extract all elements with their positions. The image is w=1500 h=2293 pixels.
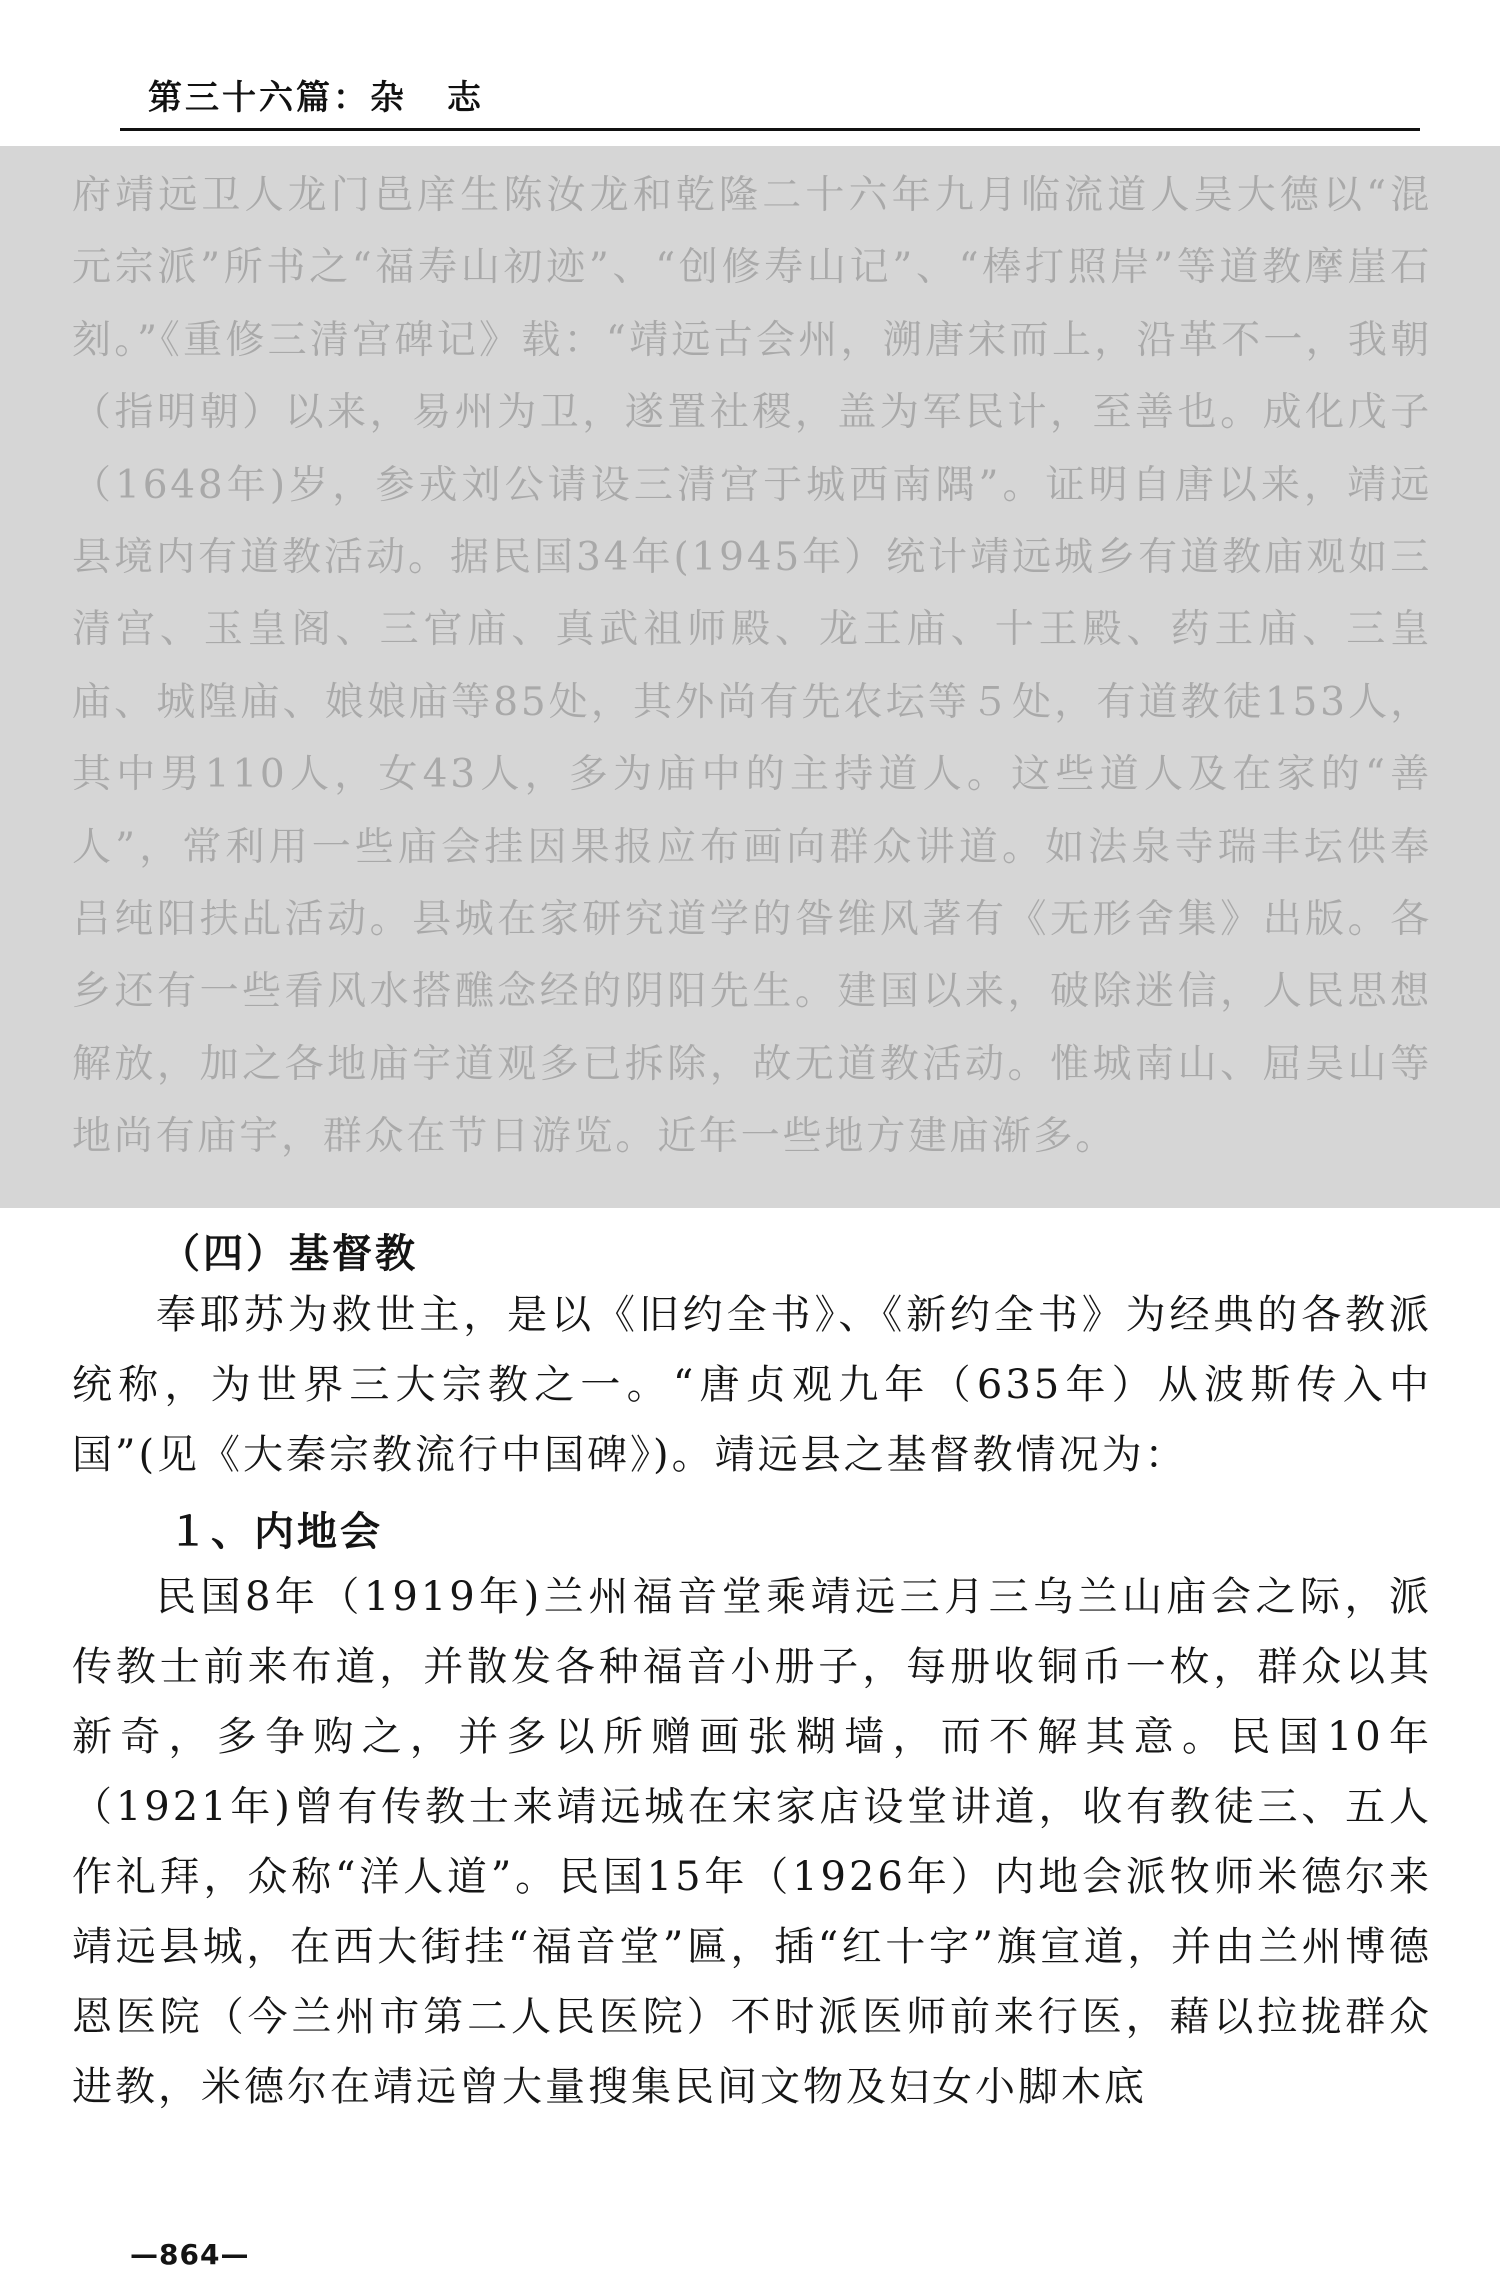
page-number: —864— <box>130 2238 250 2271</box>
faded-paragraph: 府靖远卫人龙门邑庠生陈汝龙和乾隆二十六年九月临流道人吴大德以“混元宗派”所书之“福寿山初迹”、“创修寿山记”、“棒打照岸”等道教摩崖石刻。”《重修三清宫碑记》载：“靖远古会州，溯唐宋而上，沿革不一，我朝（指明朝）以来，易州为卫，遂置社稷，盖为军民计，至善也。成化戊子（1648年)岁，参戎刘公请设三清宫于城西南隅”。证明自唐以来，靖远县境内有道教活动。据民国34年(1945年）统计靖远城乡有道教庙观如三清宫、玉皇阁、三官庙、真武祖师殿、龙王庙、十王殿、药王庙、三皇庙、城隍庙、娘娘庙等85处，其外尚有先农坛等５处，有道教徒153人，其中男110人，女43人，多为庙中的主持道人。这些道人及在家的“善人”，常利用一些庙会挂因果报应布画向群众讲道。如法泉寺瑞丰坛供奉吕纯阳扶乩活动。县城在家研究道学的昝维风著有《无形舍集》出版。各乡还有一些看风水搭醮念经的阴阳先生。建国以来，破除迷信，人民思想解放，加之各地庙宇道观多已拆除，故无道教活动。惟城南山、屈吴山等地尚有庙宇，群众在节日游览。近年一些地方建庙渐多。 <box>72 173 1432 1160</box>
chapter-title: 第三十六篇：杂 <box>148 78 407 118</box>
page-header <box>148 70 484 119</box>
chapter-title-end: 志 <box>447 78 484 118</box>
header-rule <box>120 128 1420 131</box>
section-heading: （四）基督教 <box>160 1231 418 1277</box>
paragraph-inland-mission: 民国8年（1919年)兰州福音堂乘靖远三月三乌兰山庙会之际，派传教士前来布道，并散发各种福音小册子，每册收铜币一枚，群众以其新奇，多争购之，并多以所赠画张糊墙，而不解其意。民国10年（1921年)曾有传教士来靖远城在宋家店设堂讲道，收有教徒三、五人作礼拜，众称“洋人道”。民国15年（1926年）内地会派牧师米德尔来靖远县城，在西大街挂“福音堂”匾，插“红十字”旗宣道，并由兰州博德恩医院（今兰州市第二人民医院）不时派医师前来行医，藉以拉拢群众进教，米德尔在靖远曾大量搜集民间文物及妇女小脚木底 <box>72 1574 1432 2110</box>
sub-heading: １、内地会 <box>168 1509 383 1555</box>
paragraph-christianity-intro: 奉耶苏为救世主，是以《旧约全书》、《新约全书》为经典的各教派统称，为世界三大宗教之一。“唐贞观九年（635年）从波斯传入中国”(见《大秦宗教流行中国碑》)。靖远县之基督教情况为： <box>72 1292 1432 1478</box>
